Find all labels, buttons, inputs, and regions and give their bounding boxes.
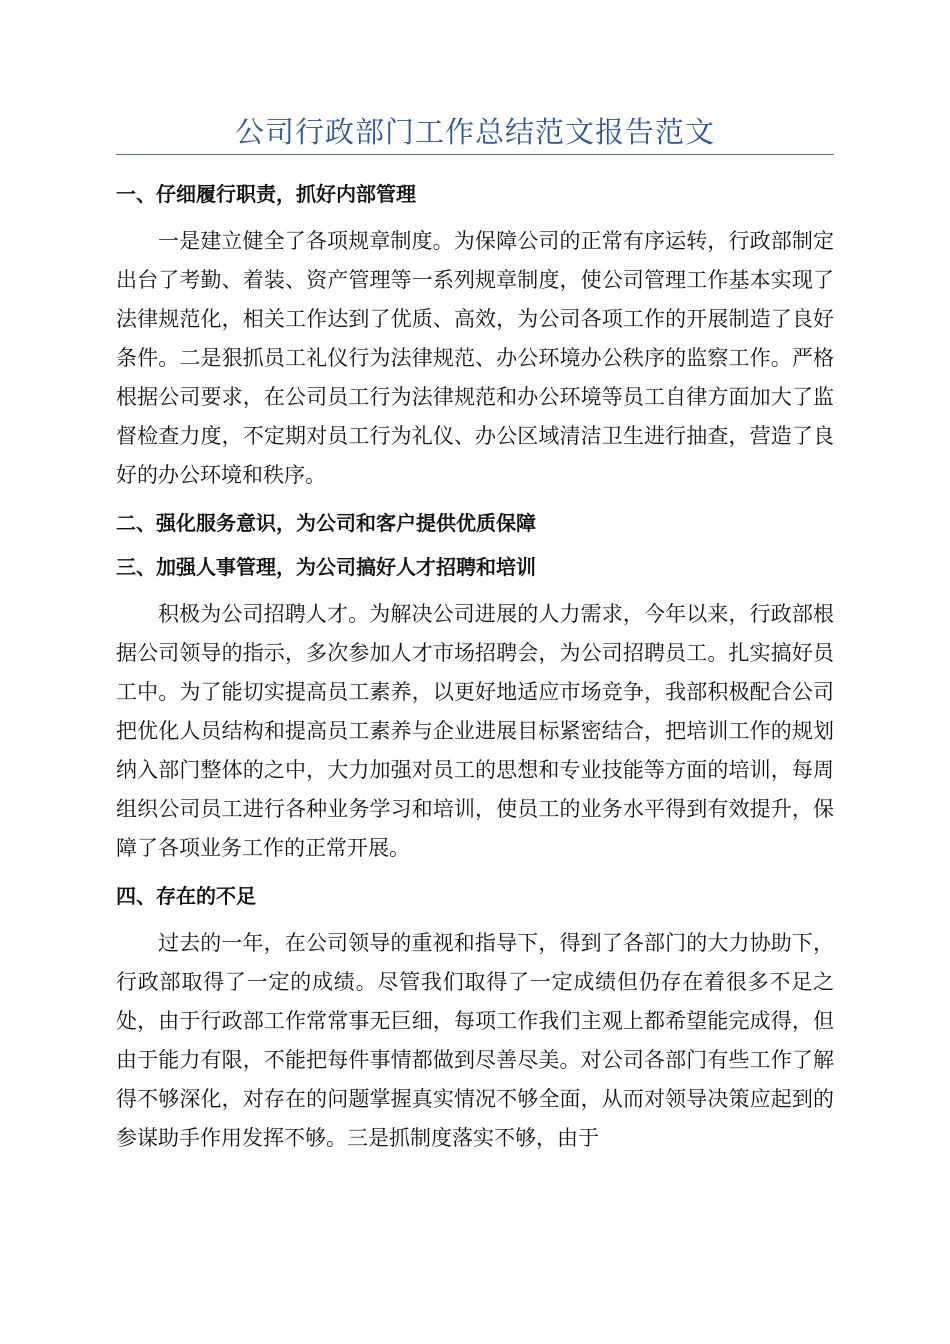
section-heading-3: 三、加强人事管理，为公司搞好人才招聘和培训 <box>116 555 536 579</box>
title-underline <box>116 154 834 155</box>
section-paragraph-3: 积极为公司招聘人才。为解决公司进展的人力需求，今年以来，行政部根据公司领导的指示，多次参加人才市场招聘会，为公司招聘员工。扎实搞好员工中。为了能切实提高员工素养，以更好地适应市场竞争，我部积极配合公司把优化人员结构和提高员工素养与企业进展目标紧密结合，把培训工作的规划纳入部门整体的之中，大力加强对员工的思想和专业技能等方面的培训，每周组织公司员工进行各种业务学习和培训，使员工的业务水平得到有效提升，保障了各项业务工作的正常开展。 <box>116 602 834 860</box>
section-paragraph-1: 一是建立健全了各项规章制度。为保障公司的正常有序运转，行政部制定出台了考勤、着装、资产管理等一系列规章制度，使公司管理工作基本实现了法律规范化，相关工作达到了优质、高效，为公司各项工作的开展制造了良好条件。二是狠抓员工礼仪行为法律规范、办公环境办公秩序的监察工作。严格根据公司要求，在公司员工行为法律规范和办公环境等员工自律方面加大了监督检查力度，不定期对员工行为礼仪、办公区域清洁卫生进行抽查，营造了良好的办公环境和秩序。 <box>116 229 834 487</box>
section-heading-4: 四、存在的不足 <box>116 884 256 908</box>
section-heading-2: 二、强化服务意识，为公司和客户提供优质保障 <box>116 511 536 535</box>
section-heading-1: 一、仔细履行职责，抓好内部管理 <box>116 182 416 206</box>
document-title: 公司行政部门工作总结范文报告范文 <box>234 115 715 149</box>
section-paragraph-4: 过去的一年，在公司领导的重视和指导下，得到了各部门的大力协助下，行政部取得了一定的成绩。尽管我们取得了一定成绩但仍存在着很多不足之处，由于行政部工作常常事无巨细，每项工作我们主观上都希望能完成得，但由于能力有限，不能把每件事情都做到尽善尽美。对公司各部门有些工作了解得不够深化，对存在的问题掌握真实情况不够全面，从而对领导决策应起到的参谋助手作用发挥不够。三是抓制度落实不够，由于 <box>116 931 834 1150</box>
document-body <box>116 170 834 1158</box>
